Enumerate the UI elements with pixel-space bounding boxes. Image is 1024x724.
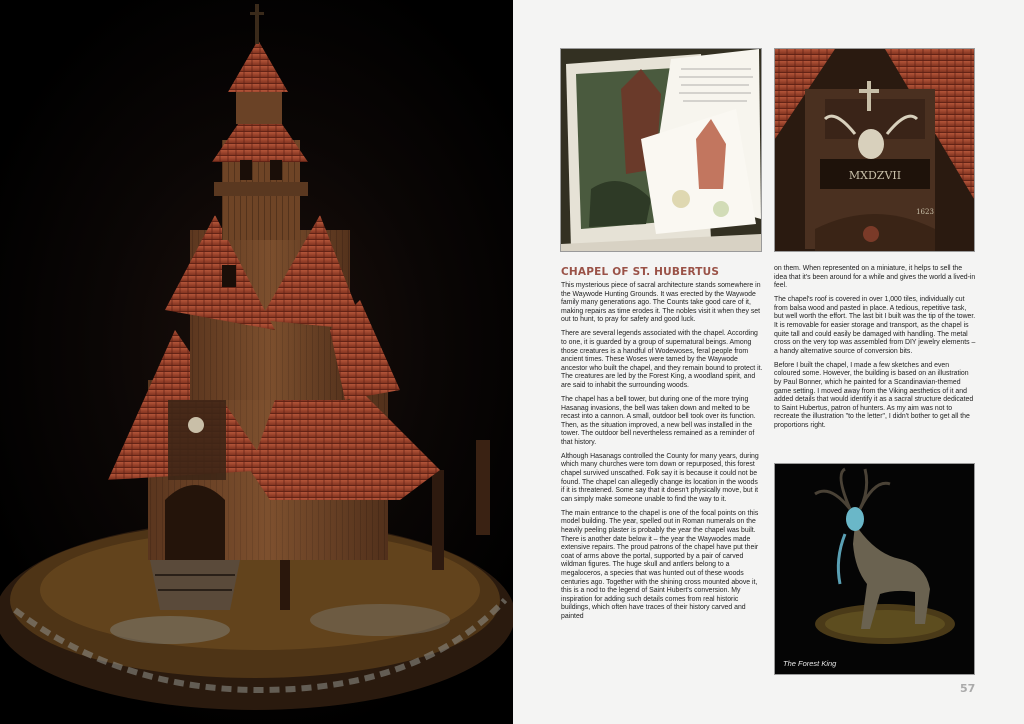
closeup-year: 1623 xyxy=(916,208,934,216)
paragraph: The main entrance to the chapel is one of the focal points on this model building. The year, spelled out in Roman numerals on the heavily peeling plaster is probably the year the chapel was built. There is another date below it – the year the Waywodes made extensive repairs. The proud patrons of the chapel have put their coat of arms above the portal, supported by a pair of carved wildman figures. The huge skull and antlers belong to a megaloceros, a species that was hunted out of these woods centuries ago. Together with the shining cross mounted above it, this is a nod to the legend of Saint Hubert's conversion. My inspiration for adding such details comes from real historic buildings, which often have traces of their history carved and painted xyxy=(561,509,759,620)
paragraph: Although Hasanags controlled the County for many years, during which many churches were torn down or repurposed, this forest chapel survived unscathed. Folk say it is because it could not be found. The chapel can allegedly change its location in the woods if it is threatened. Some say that it doesn't physically move, but it can simply make someone unable to find the way to it. xyxy=(561,452,759,503)
paragraph: This mysterious piece of sacral architecture stands somewhere in the Waywode Hunting Grounds. It was erected by the Waywode family many generations ago. The Counts take good care of it, making repairs as time erodes it. The nobles visit it when they set out to hunt, to pray for safety and good luck. xyxy=(561,282,761,324)
forest-king-image xyxy=(775,464,974,674)
closeup-inscription: MXDZVII xyxy=(848,169,902,182)
book-sketch-image xyxy=(561,49,761,251)
paragraph: There are several legends associated with the chapel. According to one, it is guarded by a group of supernatural beings. Among those creatures is a handful of Wodewoses, feral people from ancient times. These Woses were tamed by the Waywode ancestor who built the chapel, and they remain bound to protect it. The creatures are led by the Forest King, a woodland spirit, and are said to inhabit the surrounding woods. xyxy=(561,330,763,389)
paragraph: on them. When represented on a miniature, it helps to sell the idea that it's been around for a while and gives the world a lived-in feel. xyxy=(774,265,976,290)
article-heading: CHAPEL OF ST. HUBERTUS xyxy=(561,266,720,278)
text-column-right xyxy=(774,265,976,436)
paragraph: The chapel's roof is covered in over 1,000 tiles, individually cut from balsa wood and pasted in place. A tedious, repetitive task, but well worth the effort. The last bit I built was the tip of the tower. It is removable for easier storage and transport, as the chapel is quite tall and could easily be damaged with handling. The metal cross on the very top was assembled from DIY jewelry elements – a handy alternative source of conversion bits. xyxy=(774,296,976,355)
book-illustration-photo xyxy=(560,48,762,252)
forest-king-photo xyxy=(774,463,975,675)
forest-king-caption: The Forest King xyxy=(783,659,837,668)
paragraph: Before I built the chapel, I made a few sketches and even coloured some. However, the building is based on an illustration by Paul Bonner, which he painted for a Scandinavian-themed game setting. I moved away from the Viking aesthetics of it and added details that would identify it as a sacral structure dedicated to Saint Hubertus, patron of hunters. As my aim was not to recreate the illustration "to the letter", I didn't bother to get all the proportions right. xyxy=(774,361,974,429)
closeup-image xyxy=(775,49,974,251)
paragraph: The chapel has a bell tower, but during one of the more trying Hasanag invasions, the bell was taken down and melted to be recast into a cannon. A small, outdoor bell took over its function. Then, as the situation improved, a new bell was installed in the tower. The outdoor bell nevertheless remained as a reminder of that history. xyxy=(561,395,756,446)
text-column-left xyxy=(561,282,763,627)
portal-closeup-photo xyxy=(774,48,975,252)
page-number: 57 xyxy=(960,682,976,695)
